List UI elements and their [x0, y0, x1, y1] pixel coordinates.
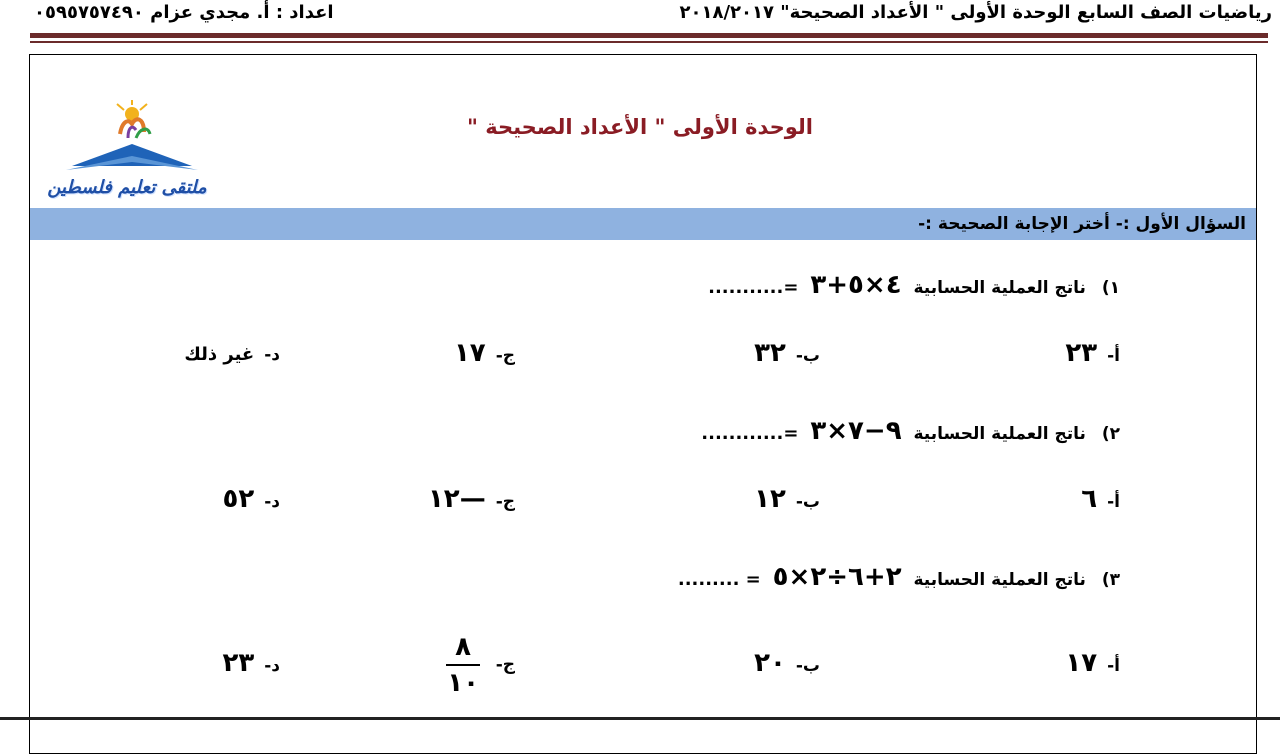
option-label: ج-	[495, 346, 515, 366]
option-value: —١٢	[427, 484, 486, 514]
unit-title: الوحدة الأولى " الأعداد الصحيحة "	[466, 115, 813, 139]
fraction	[446, 632, 480, 698]
question-prompt: ناتج العملية الحسابية	[913, 570, 1086, 590]
option-value: ١٧	[453, 338, 486, 368]
header-author: اعداد : أ. مجدي عزام ٠٥٩٥٧٥٧٤٩٠	[34, 2, 334, 23]
question-3	[678, 562, 1120, 592]
option-b[interactable]	[754, 648, 820, 678]
option-label: ب-	[795, 492, 820, 512]
option-a[interactable]	[1065, 338, 1120, 368]
option-d[interactable]	[222, 648, 280, 678]
question-prompt: ناتج العملية الحسابية	[913, 278, 1086, 298]
logo-text: ملتقى تعليم فلسطين	[47, 177, 207, 198]
option-c[interactable]	[454, 338, 515, 368]
option-b[interactable]	[754, 484, 820, 514]
question-number: ٢)	[1101, 424, 1120, 444]
option-value: ٥٢	[222, 484, 255, 514]
header-rule-thin	[30, 41, 1268, 43]
option-c[interactable]	[428, 484, 515, 514]
question-expression: ٤×٥+٣	[810, 270, 902, 300]
answer-blank: =...........	[708, 277, 799, 298]
option-d[interactable]	[222, 484, 280, 514]
option-label: ب-	[795, 346, 820, 366]
question-prompt: ناتج العملية الحسابية	[913, 424, 1086, 444]
option-label: د-	[264, 656, 280, 676]
option-label: أ-	[1107, 656, 1120, 676]
option-label: ب-	[795, 656, 820, 676]
option-b[interactable]	[754, 338, 820, 368]
fraction-bar	[446, 664, 480, 666]
section-title	[30, 208, 1256, 240]
option-label: أ-	[1107, 346, 1120, 366]
question-number: ٣)	[1101, 570, 1120, 590]
option-label: ج-	[495, 654, 515, 675]
option-label: د-	[264, 492, 280, 512]
option-label: د-	[264, 345, 280, 365]
option-d[interactable]	[184, 344, 280, 365]
option-value: ١٢	[754, 484, 786, 514]
section-title-text: السؤال الأول :- أختر الإجابة الصحيحة :-	[918, 214, 1246, 234]
option-label: ج-	[495, 492, 515, 512]
option-a[interactable]	[1065, 648, 1120, 678]
answer-blank: =............	[701, 423, 799, 444]
answer-blank: = .........	[677, 569, 761, 590]
option-value: ٢٣	[222, 648, 255, 678]
option-value: ١٧	[1065, 648, 1098, 678]
fraction-numerator: ٨	[455, 632, 472, 662]
option-c[interactable]	[446, 632, 515, 698]
question-2	[701, 416, 1120, 446]
option-value: ٢٠	[754, 648, 786, 678]
fraction-denominator: ١٠	[447, 668, 479, 698]
option-value: ٦	[1081, 484, 1098, 514]
header-title: رياضيات الصف السابع الوحدة الأولى " الأعداد الصحيحة" ٢٠١٨/٢٠١٧	[679, 2, 1272, 23]
option-label: أ-	[1107, 492, 1120, 512]
option-value: غير ذلك	[184, 344, 255, 365]
option-value: ٢٣	[1065, 338, 1098, 368]
question-number: ١)	[1101, 278, 1120, 298]
question-expression: ٩−٧×٣	[810, 416, 902, 446]
site-logo	[32, 100, 222, 198]
question-expression: ٢+٦÷٢×٥	[772, 562, 902, 592]
option-value: ٣٢	[754, 338, 786, 368]
option-a[interactable]	[1081, 484, 1120, 514]
question-1	[708, 270, 1120, 300]
header-rule-thick	[30, 33, 1268, 38]
open-book-icon	[32, 100, 222, 180]
